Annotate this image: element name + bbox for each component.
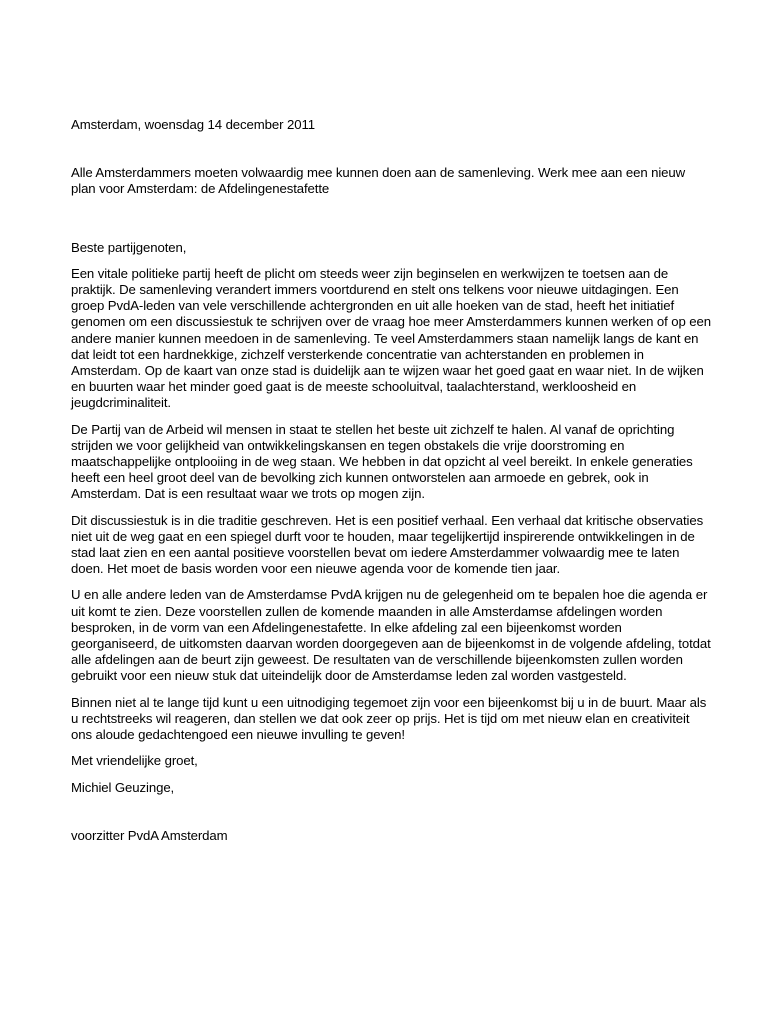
paragraph-5: Binnen niet al te lange tijd kunt u een uitnodiging tegemoet zijn voor een bijeenkomst bij u in de buurt. Maar als u rechtstreeks wil reageren, dan stellen we dat ook zeer op prijs. Het is tijd om met nieuw elan en creativiteit ons aloude gedachtengoed een nieuwe invulling te geven! <box>71 694 707 743</box>
paragraph-4: U en alle andere leden van de Amsterdamse PvdA krijgen nu de gelegenheid om te bepalen hoe die agenda er uit komt te zien. Deze voorstellen zullen de komende maanden in alle Amsterdamse afdelingen worden besproken, in de vorm van een Afdelingenestafette. In elke afdeling zal een bijeenkomst worden georganiseerd, de uitkomsten daarvan worden doorgegeven aan de bijeenkomst in de volgende afdeling, totdat alle afdelingen aan de beurt zijn geweest. De resultaten van de verschillende bijeenkomsten zullen worden gebruikt voor een nieuw stuk dat uiteindelijk door de Amsterdamse leden zal worden vastgesteld. <box>71 587 711 684</box>
closing-line: Met vriendelijke groet, <box>71 753 198 769</box>
salutation: Beste partijgenoten, <box>71 239 187 255</box>
intro-heading: Alle Amsterdammers moeten volwaardig mee kunnen doen aan de samenleving. Werk mee aan een nieuw plan voor Amsterdam: de Afdelingenestafette <box>71 165 686 197</box>
signatory-title: voorzitter PvdA Amsterdam <box>71 827 228 843</box>
paragraph-1: Een vitale politieke partij heeft de plicht om steeds weer zijn beginselen en werkwijzen te toetsen aan de praktijk. De samenleving verandert immers voortdurend en stelt ons telkens voor nieuwe uitdagingen. Een groep PvdA-leden van vele verschillende achtergronden en uit alle hoeken van de stad, heeft het initiatief genomen om een discussiestuk te schrijven over de vraag hoe meer Amsterdammers kunnen werken of op een andere manier kunnen meedoen in de samenleving. Te veel Amsterdammers staan namelijk langs de kant en dat leidt tot een hardnekkige, zichzelf versterkende concentratie van achterstanden en problemen in Amsterdam. Op de kaart van onze stad is duidelijk aan te wijzen waar het goed gaat en waar niet. In de wijken en buurten waar het minder goed gaat is de meeste schooluitval, taalachterstand, werkloosheid en jeugdcriminaliteit. <box>71 265 711 411</box>
date-line: Amsterdam, woensdag 14 december 2011 <box>71 117 315 132</box>
letter-body <box>71 117 711 844</box>
paragraph-3: Dit discussiestuk is in die traditie geschreven. Het is een positief verhaal. Een verhaal dat kritische observaties niet uit de weg gaat en een spiegel durft voor te houden, maar tegelijkertijd inspirerende ontwikkelingen in de stad laat zien en een aantal positieve voorstellen bevat om iedere Amsterdammer volwaardig mee te laten doen. Het moet de basis worden voor een nieuwe agenda voor de komende tien jaar. <box>71 512 704 577</box>
signatory-name: Michiel Geuzinge, <box>71 779 175 795</box>
paragraph-2: De Partij van de Arbeid wil mensen in staat te stellen het beste uit zichzelf te halen. Al vanaf de oprichting strijden we voor gelijkheid van ontwikkelingskansen en tegen obstakels die vrije doorstroming en maatschappelijke ontplooiing in de weg staan. We hebben in dat opzicht al veel bereikt. In enkele generaties heeft een heel groot deel van de bevolking zich kunnen ontworstelen aan armoede en gebrek, ook in Amsterdam. Dat is een resultaat waar we trots op mogen zijn. <box>71 421 693 502</box>
